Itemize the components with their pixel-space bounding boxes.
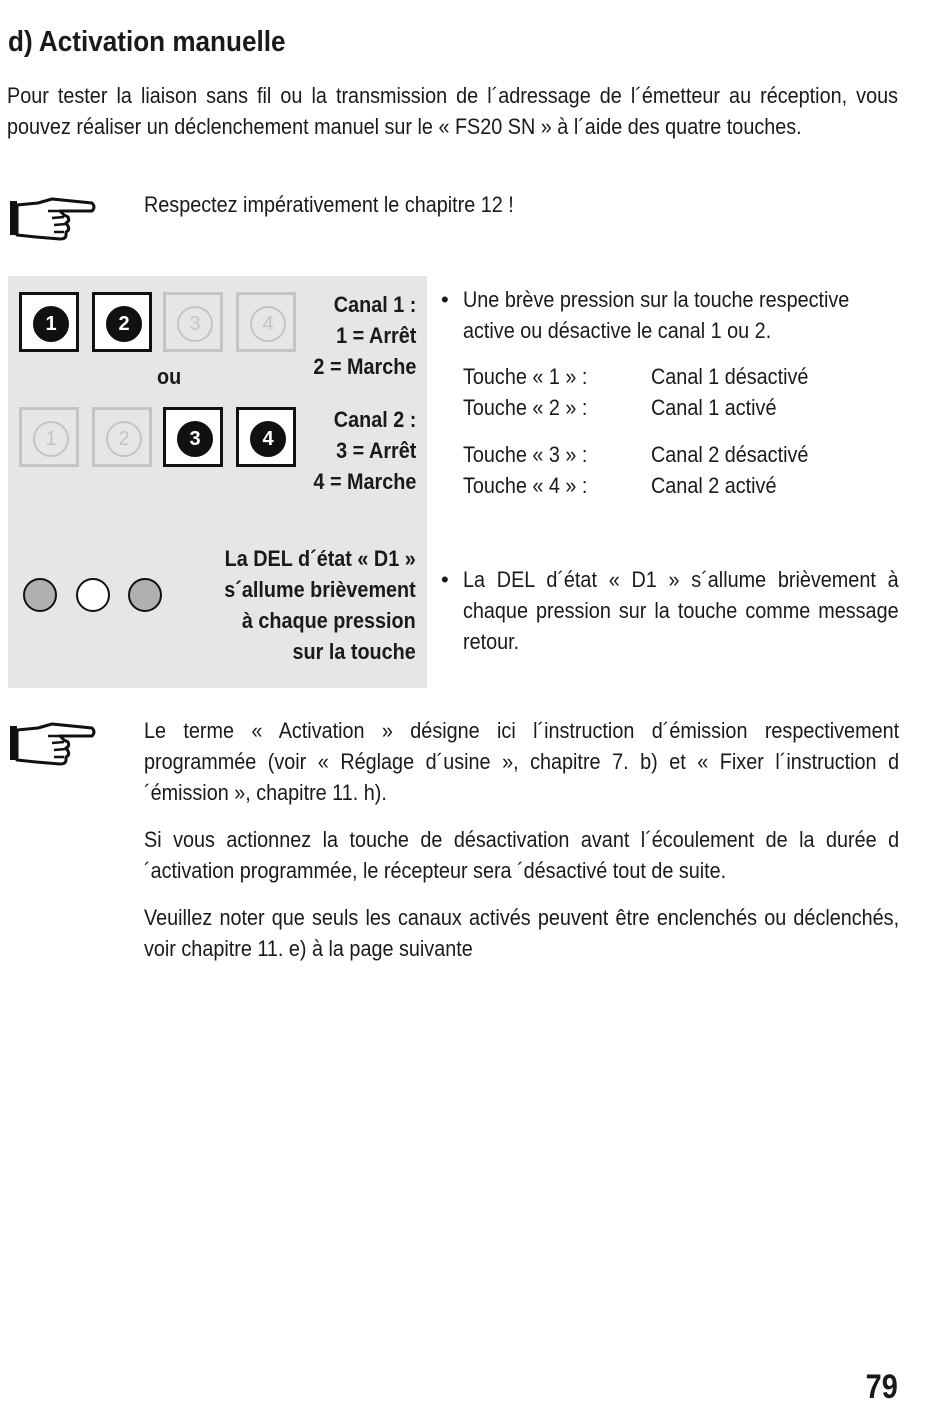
row-key-2: Touche « 2 » : bbox=[463, 395, 588, 420]
led-line-4: sur la touche bbox=[292, 639, 416, 664]
key-1-bottom bbox=[19, 407, 79, 467]
led-d1 bbox=[76, 578, 110, 612]
key-2-bottom bbox=[92, 407, 152, 467]
canal-1-on: 2 = Marche bbox=[313, 354, 416, 379]
canal-2-label bbox=[313, 404, 416, 497]
canal-1-label bbox=[313, 289, 416, 382]
page-number: 79 bbox=[865, 1368, 898, 1406]
canal-1-title: Canal 1 : bbox=[333, 292, 416, 317]
led-left bbox=[23, 578, 57, 612]
note-channels: Veuillez noter que seuls les canaux activés peuvent être enclenchés ou déclenchés, voir chapitre 11. e) à la page suivante bbox=[144, 905, 900, 961]
bullet-1 bbox=[463, 284, 849, 346]
bullet-1-line-1: Une brève pression sur la touche respective bbox=[463, 287, 850, 312]
key-4-label: 4 bbox=[250, 421, 286, 457]
note-activation: Le terme « Activation » désigne ici l´instruction d´émission respectivement programmée (voir « Réglage d´usine », chapitre 7. b) et « Fixer l´instruction d´émission », chapitre 11. h). bbox=[144, 718, 900, 805]
bullet-1-line-2: active ou désactive le canal 1 ou 2. bbox=[463, 318, 772, 343]
row-value-2: Canal 1 activé bbox=[651, 395, 777, 420]
canal-2-on: 4 = Marche bbox=[313, 469, 416, 494]
key-3-label: 3 bbox=[177, 306, 213, 342]
row-value-1: Canal 1 désactivé bbox=[651, 364, 809, 389]
key-4-top bbox=[236, 292, 296, 352]
canal-1-off: 1 = Arrêt bbox=[335, 323, 416, 348]
led-right bbox=[128, 578, 162, 612]
note-chapter-12: Respectez impérativement le chapitre 12 ! bbox=[144, 192, 514, 217]
intro-paragraph: Pour tester la liaison sans fil ou la transmission de l´adressage de l´émetteur au réception, vous pouvez réaliser un déclenchement manuel sur le « FS20 SN » à l´aide des quatre touches. bbox=[7, 83, 898, 139]
led-description bbox=[225, 543, 416, 667]
bullet-dot: • bbox=[441, 567, 449, 592]
section-title: d) Activation manuelle bbox=[8, 26, 286, 58]
canal-2-title: Canal 2 : bbox=[333, 407, 416, 432]
key-4-bottom bbox=[236, 407, 296, 467]
key-1-label: 1 bbox=[33, 421, 69, 457]
row-key-4: Touche « 4 » : bbox=[463, 473, 588, 498]
key-3-top bbox=[163, 292, 223, 352]
row-value-3: Canal 2 désactivé bbox=[651, 442, 809, 467]
key-2-label: 2 bbox=[106, 421, 142, 457]
ou-label: ou bbox=[157, 364, 182, 389]
note-deactivation: Si vous actionnez la touche de désactivation avant l´écoulement de la durée d´activation programmée, le récepteur sera ´désactivé tout de suite. bbox=[144, 827, 900, 883]
key-1-top bbox=[19, 292, 79, 352]
led-line-3: à chaque pression bbox=[242, 608, 416, 633]
led-line-2: s´allume brièvement bbox=[224, 577, 416, 602]
key-3-bottom bbox=[163, 407, 223, 467]
canal-2-off: 3 = Arrêt bbox=[335, 438, 416, 463]
bullet-2: La DEL d´état « D1 » s´allume brièvement à chaque pression sur la touche comme message retour. bbox=[463, 567, 899, 654]
key-4-label: 4 bbox=[250, 306, 286, 342]
pointing-hand-icon bbox=[8, 195, 96, 241]
led-line-1: La DEL d´état « D1 » bbox=[224, 546, 416, 571]
row-value-4: Canal 2 activé bbox=[651, 473, 777, 498]
key-1-label: 1 bbox=[33, 306, 69, 342]
key-2-label: 2 bbox=[106, 306, 142, 342]
key-3-label: 3 bbox=[177, 421, 213, 457]
key-2-top bbox=[92, 292, 152, 352]
bullet-dot: • bbox=[441, 287, 449, 312]
row-key-1: Touche « 1 » : bbox=[463, 364, 588, 389]
row-key-3: Touche « 3 » : bbox=[463, 442, 588, 467]
pointing-hand-icon bbox=[8, 720, 96, 766]
